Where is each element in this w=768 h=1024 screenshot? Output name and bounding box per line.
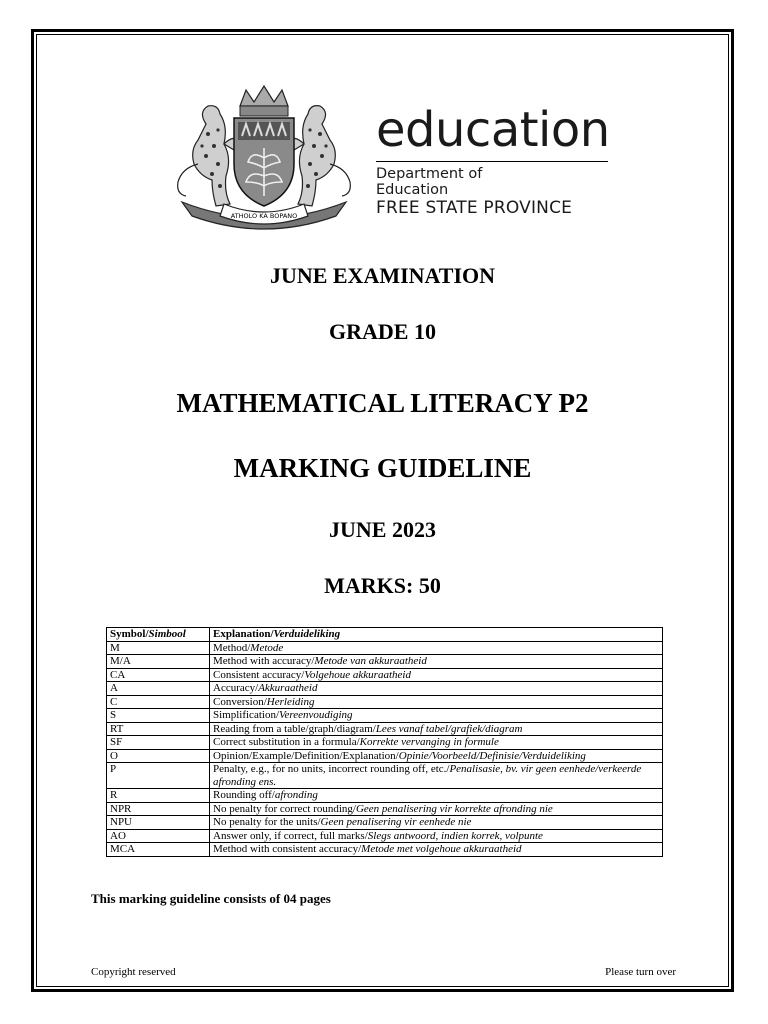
symbol-cell: AO <box>107 829 210 843</box>
explanation-cell <box>210 668 663 682</box>
header-explanation <box>210 628 663 642</box>
table-row <box>107 829 663 843</box>
symbol-cell: NPU <box>107 816 210 830</box>
logo-word: education <box>376 102 610 158</box>
explanation-af: Volgehoue akkuraatheid <box>304 668 411 681</box>
explanation-af: Metode met volgehoue akkuraatheid <box>361 843 522 855</box>
explanation-af: Geen penalisering vir korrekte afronding nie <box>355 802 553 815</box>
symbol-cell: A <box>107 682 210 696</box>
explanation-cell <box>210 736 663 750</box>
explanation-af: Korrekte vervanging in formule <box>359 736 499 748</box>
explanation-en: Reading from a table/graph/diagram/ <box>213 722 376 735</box>
motto-text: ATHOLO KA BOPANO <box>230 212 298 220</box>
explanation-cell <box>210 763 663 789</box>
table-row <box>107 722 663 736</box>
explanation-cell <box>210 641 663 655</box>
exam-date: JUNE 2023 <box>329 517 436 542</box>
explanation-en: Method with accuracy/ <box>213 655 315 667</box>
logo-dept-line1: Department of <box>376 166 483 182</box>
explanation-en: No penalty for the units/ <box>213 816 321 828</box>
page-count-note: This marking guideline consists of 04 pages <box>91 891 331 906</box>
symbol-cell: M/A <box>107 655 210 669</box>
subject-title: MATHEMATICAL LITERACY P2 <box>176 388 589 418</box>
table-row <box>107 682 663 696</box>
explanation-en: Correct substitution in a formula/ <box>213 736 360 748</box>
explanation-af: Metode van akkuraatheid <box>314 655 427 667</box>
explanation-cell <box>210 749 663 763</box>
symbol-cell: O <box>107 749 210 763</box>
header-symbol <box>107 628 210 642</box>
header-explanation-af: Verduideliking <box>273 628 341 640</box>
header-symbol-af: Simbool <box>148 628 186 640</box>
explanation-af: Slegs antwoord, indien korrek, volpunte <box>367 829 543 842</box>
symbol-cell: MCA <box>107 843 210 857</box>
explanation-en: Consistent accuracy/ <box>213 668 305 681</box>
explanation-af: afronding <box>274 789 318 801</box>
coat-of-arms-icon <box>168 84 360 234</box>
symbol-cell: NPR <box>107 802 210 816</box>
explanation-en: Opinion/Example/Definition/Explanation/ <box>213 749 399 762</box>
symbol-cell: R <box>107 789 210 803</box>
logo-dept-line2: Education <box>376 182 449 198</box>
explanation-en: Method with consistent accuracy/ <box>213 843 362 855</box>
grade-title: GRADE 10 <box>329 319 436 344</box>
explanation-cell <box>210 695 663 709</box>
header-explanation-en: Explanation/ <box>213 628 274 640</box>
table-row <box>107 655 663 669</box>
explanation-en: Penalty, e.g., for no units, incorrect rounding off, etc./ <box>213 763 450 775</box>
explanation-af: Lees vanaf tabel/grafiek/diagram <box>375 722 523 735</box>
department-logo <box>376 100 616 218</box>
explanation-en: Simplification/ <box>213 709 279 721</box>
table-row <box>107 695 663 709</box>
table-row <box>107 843 663 857</box>
explanation-en: Rounding off/ <box>213 789 275 801</box>
explanation-en: Method/ <box>213 641 251 654</box>
table-row <box>107 789 663 803</box>
explanation-en: Answer only, if correct, full marks/ <box>213 829 368 842</box>
symbols-table <box>106 627 663 857</box>
header-symbol-en: Symbol/ <box>110 628 149 640</box>
table-row <box>107 709 663 723</box>
explanation-af: Herleiding <box>266 695 315 708</box>
symbol-cell: SF <box>107 736 210 750</box>
explanation-en: Accuracy/ <box>213 682 259 694</box>
explanation-en: Conversion/ <box>213 695 267 708</box>
explanation-af: Opinie/Voorbeeld/Definisie/Verduideliking <box>398 749 586 762</box>
explanation-af: Geen penalisering vir eenhede nie <box>320 816 472 828</box>
explanation-af: Metode <box>250 641 284 654</box>
explanation-cell <box>210 829 663 843</box>
table-row <box>107 802 663 816</box>
table-row <box>107 668 663 682</box>
symbol-cell: P <box>107 763 210 789</box>
symbol-cell: RT <box>107 722 210 736</box>
symbols-table-body <box>107 641 663 856</box>
symbol-cell: M <box>107 641 210 655</box>
table-header-row <box>107 628 663 642</box>
table-row <box>107 736 663 750</box>
total-marks: MARKS: 50 <box>324 573 441 598</box>
explanation-af: Penalisasie, bv. vir geen eenhede/verkeerde afronding ens. <box>213 763 642 788</box>
symbol-cell: S <box>107 709 210 723</box>
logo-divider <box>376 161 608 162</box>
explanation-cell <box>210 843 663 857</box>
document-title: MARKING GUIDELINE <box>233 453 532 483</box>
explanation-af: Vereenvoudiging <box>279 709 353 721</box>
table-row <box>107 816 663 830</box>
copyright-footer: Copyright reserved <box>91 966 176 978</box>
table-row <box>107 641 663 655</box>
table-row <box>107 749 663 763</box>
symbol-cell: CA <box>107 668 210 682</box>
explanation-cell <box>210 816 663 830</box>
explanation-cell <box>210 802 663 816</box>
exam-title: JUNE EXAMINATION <box>269 263 496 288</box>
explanation-cell <box>210 655 663 669</box>
turn-over-footer: Please turn over <box>605 966 676 978</box>
explanation-cell <box>210 789 663 803</box>
explanation-af: Akkuraatheid <box>258 682 318 694</box>
explanation-cell <box>210 709 663 723</box>
logo-province: FREE STATE PROVINCE <box>376 198 573 218</box>
symbol-cell: C <box>107 695 210 709</box>
table-row <box>107 763 663 789</box>
explanation-cell <box>210 722 663 736</box>
explanation-en: No penalty for correct rounding/ <box>213 802 356 815</box>
explanation-cell <box>210 682 663 696</box>
